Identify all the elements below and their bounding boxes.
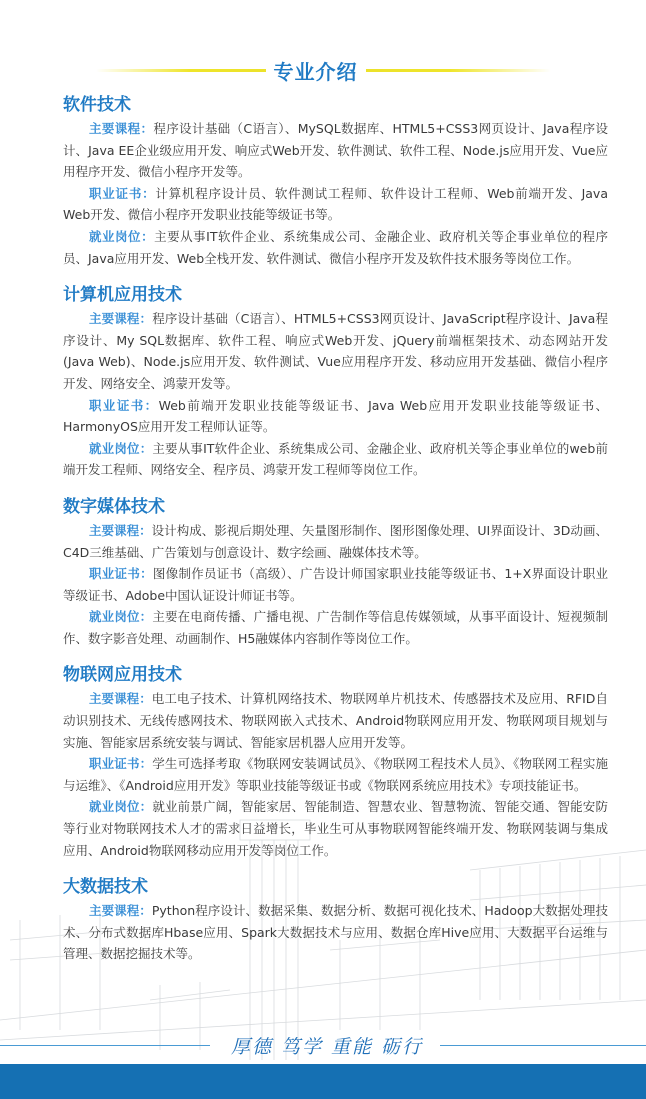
major-certificates <box>63 395 608 438</box>
page-title: 专业介绍 <box>273 59 358 84</box>
courses-text: Python程序设计、数据采集、数据分析、数据可视化技术、Hadoop大数据处理技术、分布式数据库Hbase应用、Spark大数据技术与应用、数据仓库Hive应用、大数据平台运维与管理、数据挖掘技术等。 <box>63 903 608 962</box>
certificates-text: 图像制作员证书（高级）、广告设计师国家职业技能等级证书、1+X界面设计职业等级证书、Adobe中国认证设计师证书等。 <box>63 566 608 603</box>
jobs-label: 就业岗位： <box>89 609 153 625</box>
jobs-label: 就业岗位： <box>89 440 153 456</box>
certificates-text: 计算机程序设计员、软件测试工程师、软件设计工程师、Web前端开发、Java Web开发、微信小程序开发职业技能等级证书等。 <box>63 185 608 223</box>
certificates-text: Web前端开发职业技能等级证书、Java Web应用开发职业技能等级证书、HarmonyOS应用开发工程师认证等。 <box>63 397 608 435</box>
courses-text: 程序设计基础（C语言）、HTML5+CSS3网页设计、JavaScript程序设计、Java程序设计、My SQL数据库、软件工程、响应式Web开发、jQuery前端框架技术、动态网站开发(Java Web)、Node.js应用开发、软件测试、Vue应用程序开发、移动应用开发基础、微信小程序开发、网络安全、鸿蒙开发等。 <box>63 311 608 391</box>
certificates-label: 职业证书： <box>89 566 153 582</box>
header-divider-right <box>366 69 551 72</box>
footer-band <box>0 1064 646 1099</box>
major-title: 大数据技术 <box>63 877 148 898</box>
courses-label: 主要课程： <box>89 691 152 707</box>
certificates-text: 学生可选择考取《物联网安装调试员》、《物联网工程技术人员》、《物联网工程实施与运维》、《Android应用开发》等职业技能等级证书或《物联网系统应用技术》专项技能证书。 <box>63 756 608 793</box>
jobs-text: 就业前景广阔，智能家居、智能制造、智慧农业、智慧物流、智能交通、智能安防等行业对物联网技术人才的需求日益增长，毕业生可从事物联网智能终端开发、物联网装调与集成应用、Android物联网移动应用开发等岗位工作。 <box>63 799 608 858</box>
major-section-big-data <box>63 875 608 965</box>
major-certificates <box>63 183 608 226</box>
major-certificates <box>63 753 608 796</box>
jobs-text: 主要在电商传播、广播电视、广告制作等信息传媒领域，从事平面设计、短视频制作、数字影音处理、动画制作、H5融媒体内容制作等岗位工作。 <box>63 609 608 646</box>
major-courses <box>63 520 608 563</box>
major-courses <box>63 308 608 394</box>
jobs-label: 就业岗位： <box>89 228 155 244</box>
major-jobs <box>63 796 608 861</box>
major-section-computer-application <box>63 283 608 481</box>
page-header <box>0 50 646 90</box>
motto-divider-right <box>440 1045 646 1046</box>
major-section-iot <box>63 663 608 861</box>
major-title: 计算机应用技术 <box>63 285 182 306</box>
courses-text: 程序设计基础（C语言）、MySQL数据库、HTML5+CSS3网页设计、Java程序设计、Java EE企业级应用开发、响应式Web开发、软件测试、软件工程、Node.js应用开发、Vue应用程序开发、微信小程序开发等。 <box>63 121 608 180</box>
major-jobs <box>63 438 608 481</box>
school-motto: 厚德 笃学 重能 砺行 <box>230 1036 424 1058</box>
major-section-software <box>63 93 608 269</box>
major-title: 软件技术 <box>63 95 131 115</box>
footer-motto-row <box>0 1032 646 1058</box>
major-certificates <box>63 563 608 606</box>
major-jobs <box>63 226 608 269</box>
major-title: 数字媒体技术 <box>63 496 165 517</box>
jobs-text: 主要从事IT软件企业、系统集成公司、金融企业、政府机关等企事业单位的web前端开发工程师、网络安全、程序员、鸿蒙开发工程师等岗位工作。 <box>63 440 608 478</box>
major-jobs <box>63 606 608 649</box>
certificates-label: 职业证书： <box>89 756 153 772</box>
major-section-digital-media <box>63 495 608 650</box>
motto-divider-left <box>0 1045 210 1046</box>
jobs-text: 主要从事IT软件企业、系统集成公司、金融企业、政府机关等企事业单位的程序员、Java应用开发、Web全栈开发、软件测试、微信小程序开发及软件技术服务等岗位工作。 <box>63 228 608 266</box>
courses-text: 设计构成、影视后期处理、矢量图形制作、图形图像处理、UI界面设计、3D动画、C4D三维基础、广告策划与创意设计、数字绘画、融媒体技术等。 <box>63 522 608 560</box>
certificates-label: 职业证书： <box>89 397 159 413</box>
majors-list <box>63 93 608 979</box>
courses-label: 主要课程： <box>89 121 154 136</box>
certificates-label: 职业证书： <box>89 185 156 201</box>
header-divider-left <box>96 69 266 72</box>
courses-label: 主要课程： <box>89 311 153 327</box>
jobs-label: 就业岗位： <box>89 799 153 815</box>
major-title: 物联网应用技术 <box>63 665 182 686</box>
courses-label: 主要课程： <box>89 903 152 919</box>
courses-label: 主要课程： <box>89 522 152 538</box>
major-courses <box>63 900 608 965</box>
major-courses <box>63 118 608 183</box>
courses-text: 电工电子技术、计算机网络技术、物联网单片机技术、传感器技术及应用、RFID自动识别技术、无线传感网技术、物联网嵌入式技术、Android物联网应用开发、物联网项目规划与实施、智能家居系统安装与调试、智能家居机器人应用开发等。 <box>63 691 608 750</box>
major-courses <box>63 688 608 753</box>
